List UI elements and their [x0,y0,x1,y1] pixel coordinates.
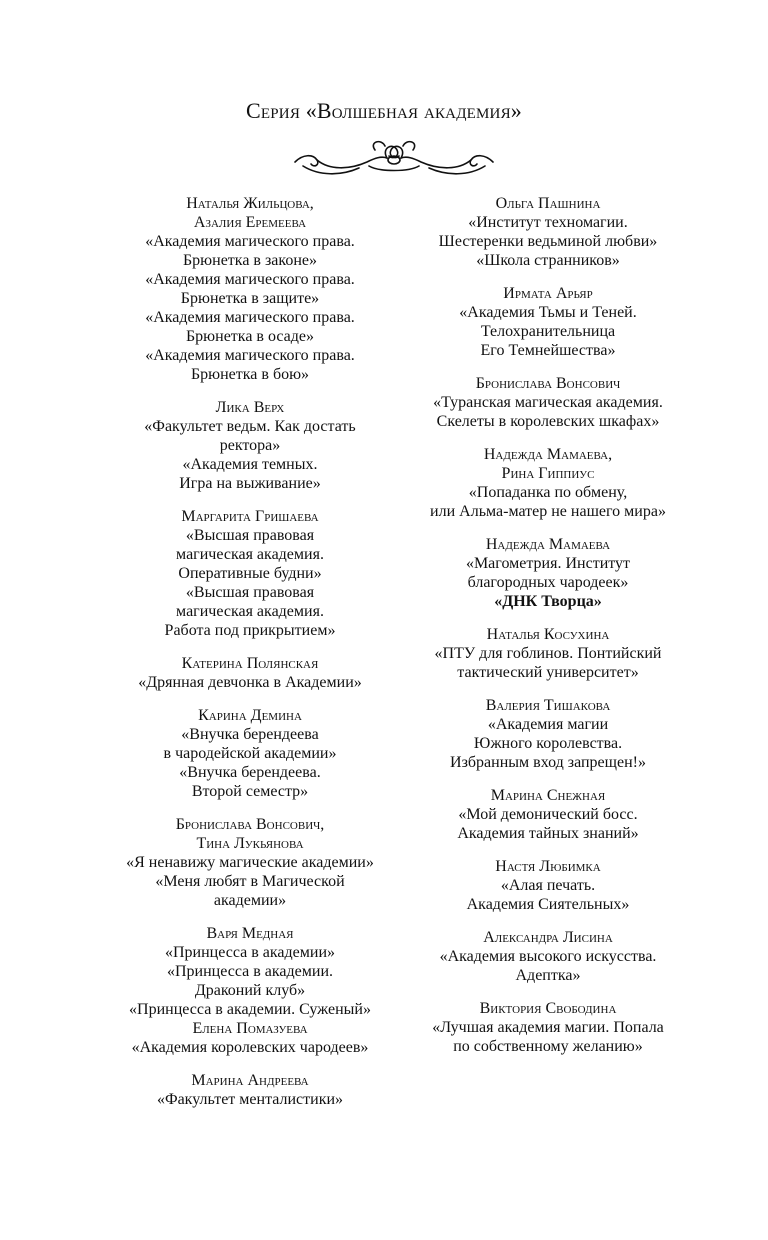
book-title-line: Брюнетка в законе» [182,252,318,269]
book-entry [383,786,713,843]
book-entry [85,654,415,692]
book-title-line: «Принцесса в академии. Суженый» [129,1001,371,1018]
author-name: Ирмата Арьяр [503,285,593,302]
book-entry [383,625,713,682]
book-title-line: «Академия высокого искусства. [439,948,657,965]
book-entry [383,999,713,1056]
author-name: Александра Лисина [483,929,613,946]
book-title-line: «Академия магического права. [145,233,355,250]
book-title-line: Южного королевства. [473,735,623,752]
book-title-line: по собственному желанию» [453,1038,643,1055]
book-title-line: Шестеренки ведьминой любви» [438,233,658,250]
author-name: Марина Андреева [191,1072,309,1089]
book-title-line: «Меня любят в Магической [155,873,345,890]
book-title-line: «Лучшая академия магии. Попала [432,1019,664,1036]
book-entry [383,696,713,772]
book-entry [85,398,415,493]
book-entry [85,1019,415,1057]
book-title-line: «Академия магического права. [145,347,355,364]
book-title-line: «Туранская магическая академия. [433,394,663,411]
author-name: Катерина Полянская [181,655,319,672]
book-title-line: «Школа странников» [476,252,620,269]
book-title-line: Брюнетка в бою» [190,366,310,383]
right-column [383,194,713,1070]
author-name: Варя Медная [206,925,294,942]
book-entry [383,374,713,431]
book-title-line: «ПТУ для гоблинов. Понтийский [434,645,662,662]
author-name: Лика Верх [215,399,285,416]
flourish-ornament-icon [289,136,499,180]
book-title-line: Академия тайных знаний» [457,825,639,842]
book-entry [85,924,415,1019]
author-name: Наталья Косухина [486,626,610,643]
book-title-line: Оперативные будни» [178,565,322,582]
book-title-line: «Академия магии [487,716,609,733]
book-title-line: Игра на выживание» [179,475,321,492]
book-title-line: «Академия магического права. [145,271,355,288]
book-title-line: Драконий клуб» [194,982,306,999]
author-name: Бронислава Вонсович, [175,816,325,833]
book-title-line: Брюнетка в защите» [180,290,320,307]
book-title-line: «Дрянная девчонка в Академии» [138,674,362,691]
book-title-line: «Мой демонический босс. [458,806,638,823]
book-title-line: «Внучка берендеева [181,726,319,743]
book-title-line: Избранным вход запрещен!» [450,754,646,771]
book-title-line: тактический университет» [457,664,639,681]
book-title-line: «Высшая правовая [185,584,315,601]
author-name: Ольга Пашнина [495,195,601,212]
book-title-line: Работа под прикрытием» [164,622,336,639]
author-name: Виктория Свободина [479,1000,617,1017]
series-title: Серия «Волшебная академия» [246,98,522,123]
author-name: Бронислава Вонсович [475,375,621,392]
book-title-line: Академия Сиятельных» [466,896,630,913]
book-entry [383,445,713,521]
book-title-line: магическая академия. [176,603,324,620]
author-name: Надежда Мамаева, [483,446,613,463]
book-title-line: ректора» [219,437,281,454]
author-name: Настя Любимка [495,858,601,875]
author-name: Рина Гиппиус [501,465,595,482]
book-entry [85,815,415,910]
book-entry [383,284,713,360]
book-title-line: Второй семестр» [191,783,309,800]
book-title-line: «ДНК Творца» [494,593,602,610]
book-title-line: академии» [213,892,287,909]
author-name: Елена Помазуева [192,1020,308,1037]
book-title-line: или Альма-матер не нашего мира» [430,503,666,520]
author-name: Валерия Тишакова [485,697,611,714]
book-entry [383,928,713,985]
book-entry [85,1071,415,1109]
book-title-line: благородных чародеек» [467,574,629,591]
author-name: Наталья Жильцова, [186,195,314,212]
book-entry [383,857,713,914]
book-title-line: магическая академия. [176,546,324,563]
book-title-line: «Институт техномагии. [468,214,628,231]
book-title-line: Брюнетка в осаде» [185,328,315,345]
book-title-line: «Внучка берендеева. [179,764,321,781]
book-entry [85,507,415,640]
book-title-line: Его Темнейшества» [480,342,616,359]
book-title-line: «Алая печать. [500,877,596,894]
book-title-line: в чародейской академии» [163,745,337,762]
author-name: Азалия Еремеева [193,214,307,231]
book-title-line: Телохранительница [480,323,616,340]
author-name: Карина Демина [198,707,302,724]
book-title-line: «Принцесса в академии» [164,944,336,961]
book-title-line: «Академия темных. [182,456,318,473]
book-title-line: «Факультет ведьм. Как достать [144,418,356,435]
book-title-line: «Академия магического права. [145,309,355,326]
book-entry [383,194,713,270]
author-name: Маргарита Гришаева [181,508,319,525]
book-title-line: «Магометрия. Институт [465,555,631,572]
author-name: Марина Снежная [490,787,606,804]
book-title-line: «Факультет менталистики» [156,1091,344,1108]
book-title-line: «Высшая правовая [185,527,315,544]
book-title-line: «Академия королевских чародеев» [131,1039,369,1056]
author-name: Тина Лукьянова [196,835,304,852]
book-entry [85,194,415,384]
book-title-line: Адептка» [515,967,581,984]
book-entry [383,535,713,611]
author-name: Надежда Мамаева [485,536,611,553]
book-entry [85,706,415,801]
book-title-line: «Попаданка по обмену, [468,484,628,501]
left-column [85,194,415,1123]
book-title-line: «Принцесса в академии. [166,963,334,980]
book-title-line: Скелеты в королевских шкафах» [436,413,660,430]
book-title-line: «Я ненавижу магические академии» [126,854,374,871]
book-title-line: «Академия Тьмы и Теней. [459,304,637,321]
